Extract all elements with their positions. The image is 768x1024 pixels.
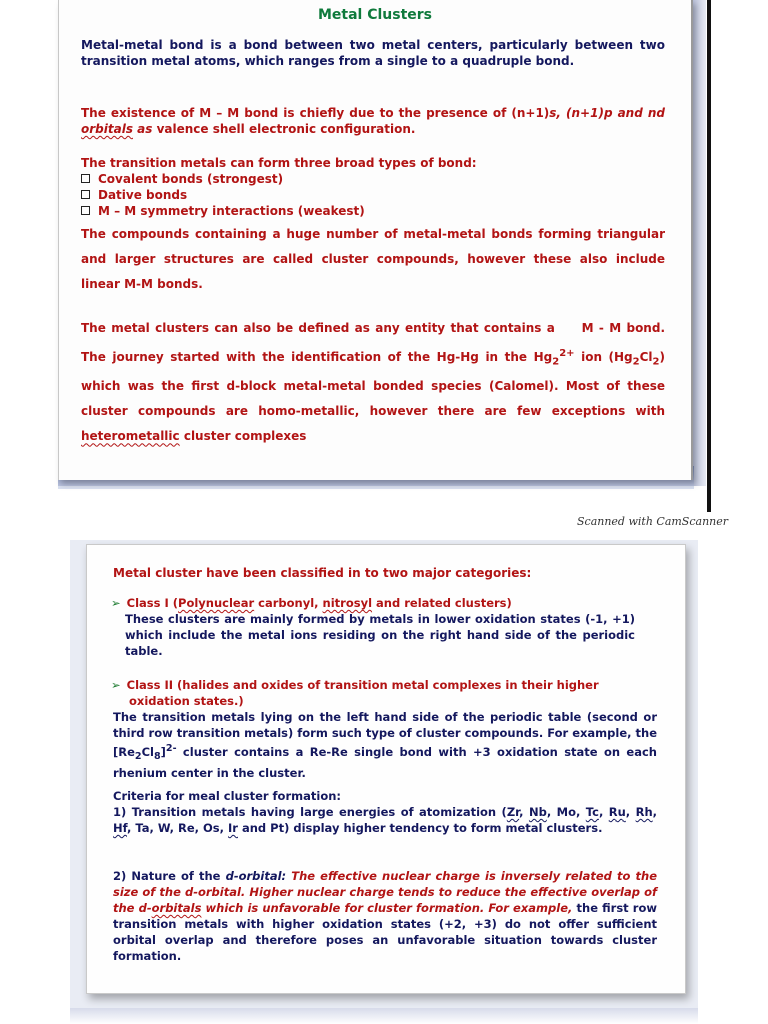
arrow-bullet-icon: ➢ [111,678,121,692]
slide-1 [58,0,693,480]
slide1-bond-types: The transition metals can form three broad types of bond: Covalent bonds (strongest) Dative bonds M – M symmetry interactions (weakest) [81,155,665,219]
slide1-cluster-definition: The metal clusters can also be defined as any entity that contains a M - M bond. The journey started with the identification of the Hg-Hg in the $Hg_2^{2+}$ ion $(Hg_2Cl_2)$ which was the first d-block metal-metal bonded species (Calomel). Most of these cluster compounds are homo-metallic, however there are few exceptions with heterometallic cluster complexes [81,321,666,444]
slide2-heading: Metal cluster have been classified in to two major categories: [113,566,532,580]
criteria-heading: Criteria for meal cluster formation: [113,789,342,803]
bond-type-item: M – M symmetry interactions (weakest) [81,203,665,219]
slide1-existence-paragraph: The existence of M – M bond is chiefly due to the presence of (n+1)s, (n+1)p and nd orbitals as valence shell electronic configuration. [81,106,665,136]
bond-type-item: Covalent bonds (strongest) [81,171,665,187]
slide-2 [86,544,686,994]
class-1-description: These clusters are mainly formed by metals in lower oxidation states (-1, +1) which include the metal ions residing on the right hand side of the periodic table. [125,612,635,658]
class-2-description: The transition metals lying on the left hand side of the periodic table (second or third row transition metals) form such type of cluster compounds. For example, the $[Re_2Cl_8]^{2-}$ cluster contains a Re-Re single bond with +3 oxidation state on each rhenium center in the cluster. [113,710,657,781]
scanner-watermark: Scanned with CamScanner [577,515,729,528]
slide2-bottom-frame [70,1008,698,1024]
slide1-cluster-compounds: The compounds containing a huge number of metal-metal bonds forming triangular and larger structures are called cluster compounds, however these also include linear M-M bonds. [81,227,665,291]
divider-line [707,0,711,512]
checkbox-icon [81,206,90,215]
arrow-bullet-icon: ➢ [111,596,121,610]
checkbox-icon [81,190,90,199]
class-2-block: ➢ Class II (halides and oxides of transition metal complexes in their higher oxidation states.) [111,678,599,708]
slide1-definition: Metal-metal bond is a bond between two metal centers, particularly between two transition metal atoms, which ranges from a single to a quadruple bond. [81,38,665,68]
class-1-block: ➢ Class I (Polynuclear carbonyl, nitrosyl and related clusters) [111,596,512,610]
criteria-1: 1) Transition metals having large energies of atomization (Zr, Nb, Mo, Tc, Ru, Rh, Hf, Ta, W, Re, Os, Ir and Pt) display higher tendency to form metal clusters. [113,805,658,835]
criteria-2: 2) Nature of the d-orbital: The effective nuclear charge is inversely related to the size of the d-orbital. Higher nuclear charge tends to reduce the effective overlap of the d-orbitals which is unfavorable for cluster formation. For example, the first row transition metals with higher oxidation states (+2, +3) do not offer sufficient orbital overlap and therefore poses an unfavorable situation towards cluster formation. [113,869,657,963]
bond-type-item: Dative bonds [81,187,665,203]
slide1-title: Metal Clusters [317,7,433,23]
checkbox-icon [81,174,90,183]
